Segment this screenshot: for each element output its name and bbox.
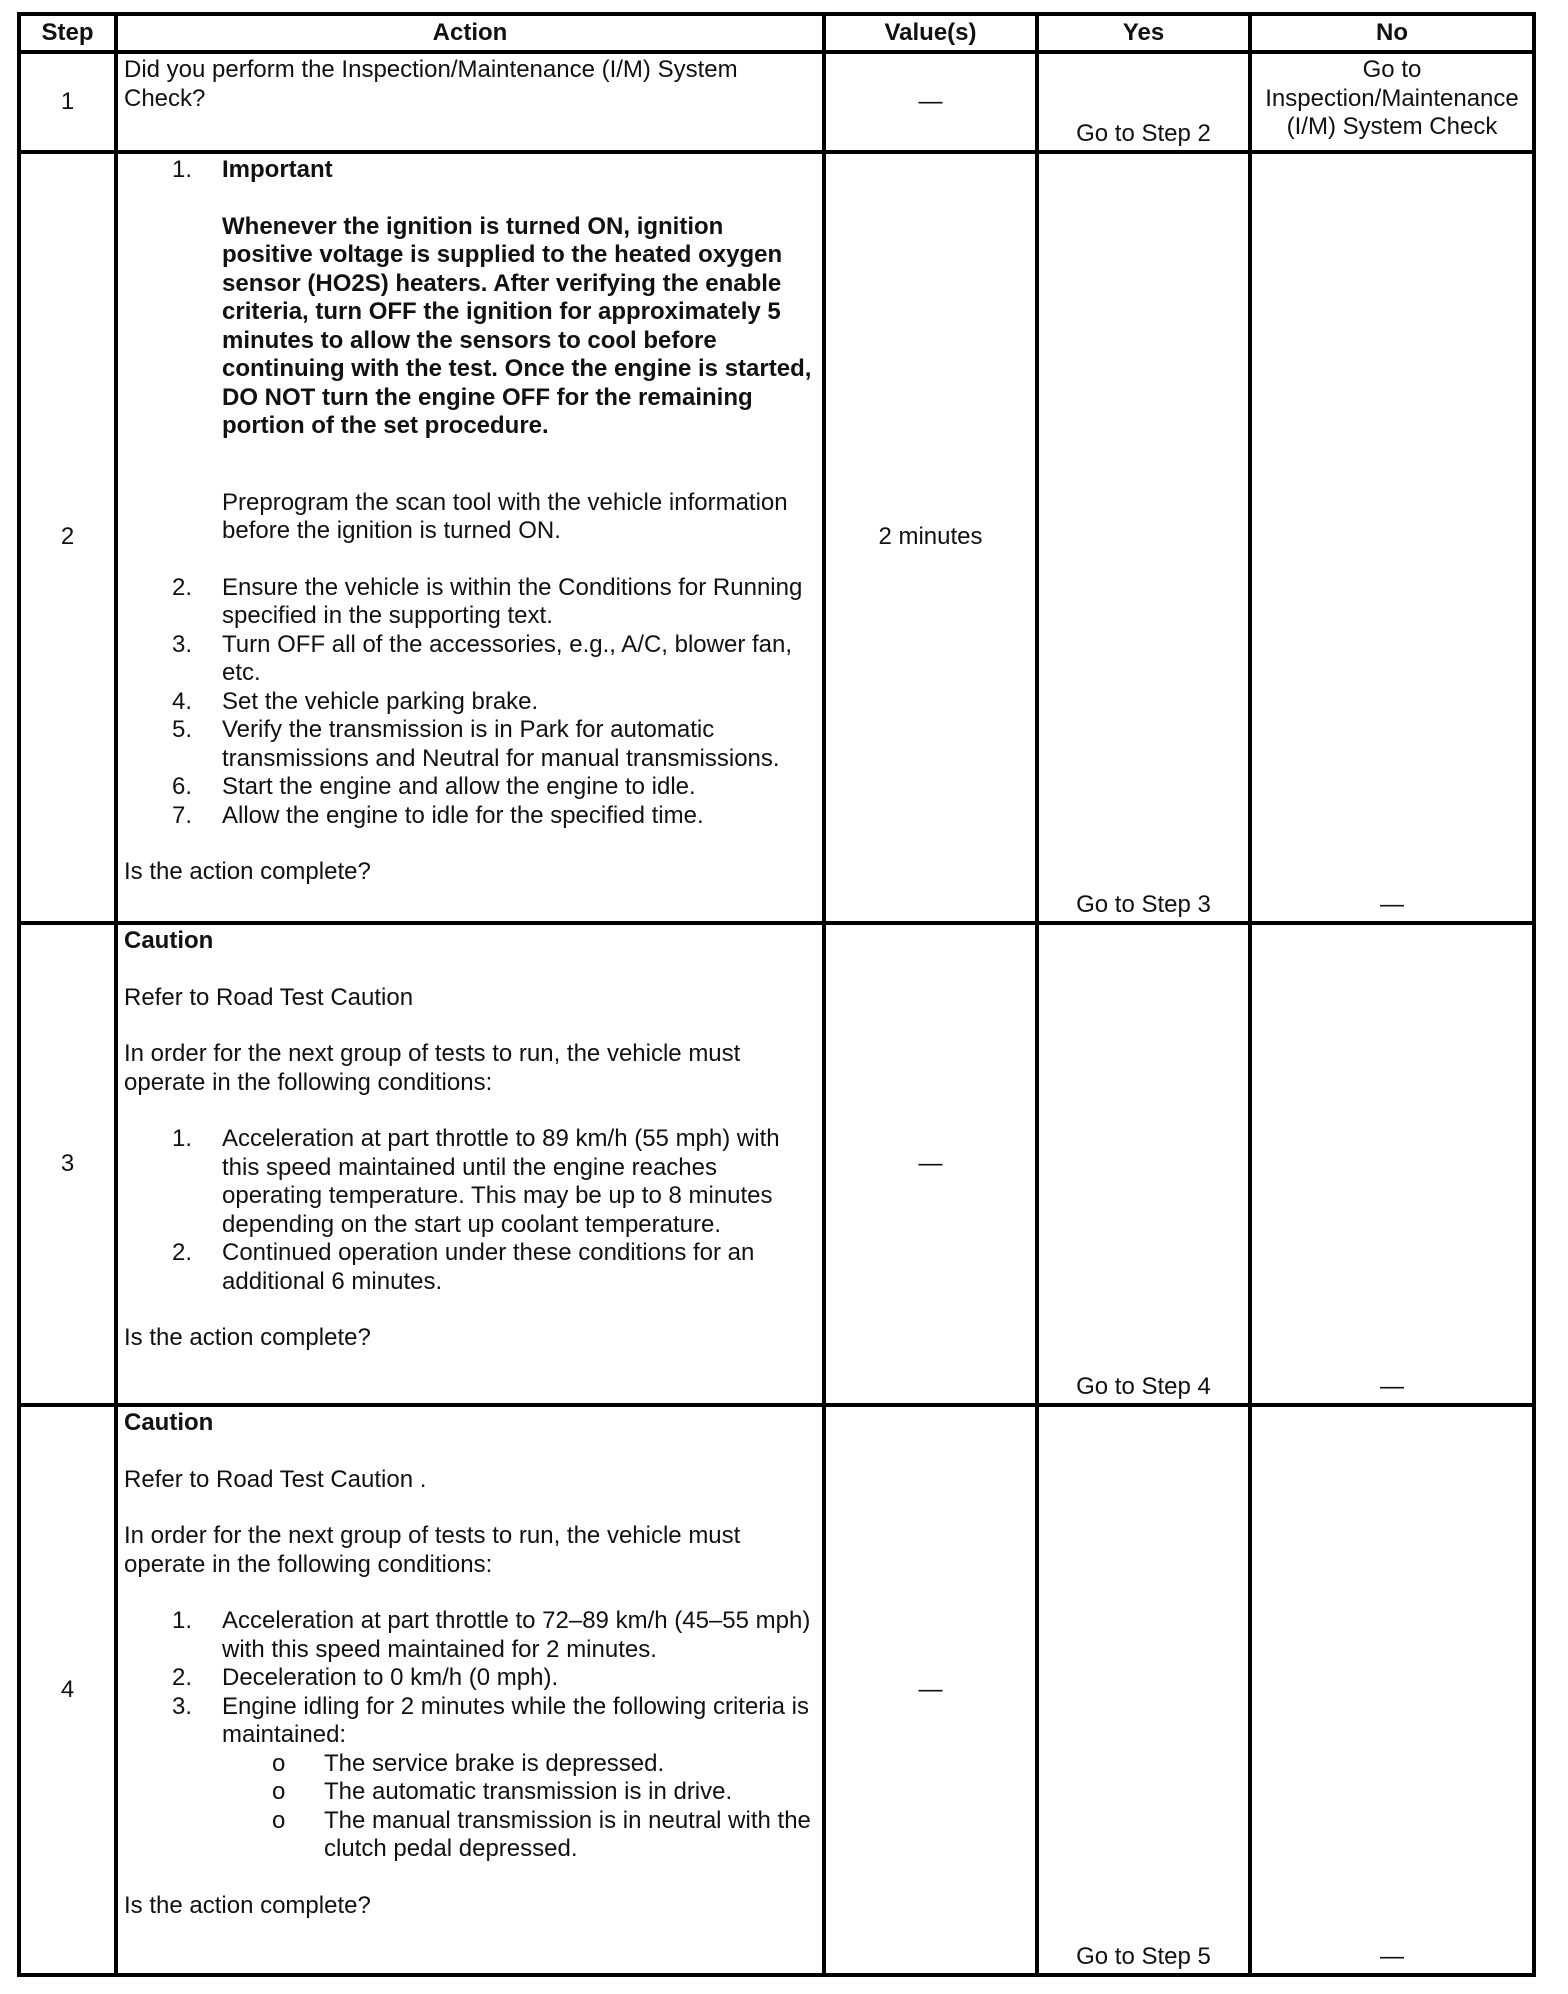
list-number: 3. — [172, 630, 193, 658]
list-text: Turn OFF all of the accessories, e.g., A/C, blower fan, etc. — [222, 630, 793, 686]
yes-link[interactable]: Go to Step 3 — [1037, 152, 1250, 923]
bullet-icon: o — [272, 1806, 286, 1834]
yes-link[interactable]: Go to Step 2 — [1037, 52, 1250, 152]
list-number: 2. — [172, 1664, 193, 1691]
question-text: Is the action complete? — [124, 1324, 371, 1351]
header-row — [19, 14, 1534, 52]
header-action: Action — [116, 14, 824, 52]
intro-text: In order for the next group of tests to run, the vehicle must operate in the following conditions: — [124, 1522, 741, 1578]
important-note: Preprogram the scan tool with the vehicle information before the ignition is turned ON. — [222, 488, 788, 544]
diagnostic-table — [17, 12, 1536, 1977]
list-number: 3. — [172, 1692, 193, 1720]
sub-list-item — [124, 1807, 816, 1864]
list-item — [124, 1664, 816, 1693]
list-number: 4. — [172, 687, 193, 715]
caution-title: Caution — [124, 1409, 214, 1436]
step-number: 2 — [19, 152, 116, 923]
list-number: 5. — [172, 716, 193, 743]
list-item — [124, 802, 816, 831]
value-cell: — — [824, 923, 1037, 1405]
header-values: Value(s) — [824, 14, 1037, 52]
header-yes: Yes — [1037, 14, 1250, 52]
action-text: Did you perform the Inspection/Maintenance (I/M) System Check? — [124, 56, 738, 112]
value-cell: — — [824, 52, 1037, 152]
sub-list-item — [124, 1778, 816, 1807]
list-item — [124, 1607, 816, 1664]
sub-list-item — [124, 1750, 816, 1779]
list-text: Start the engine and allow the engine to idle. — [222, 773, 696, 800]
list-number: 1. — [172, 1125, 193, 1152]
important-title: Important — [222, 156, 333, 183]
sub-list-text: The service brake is depressed. — [324, 1749, 665, 1777]
list-text: Allow the engine to idle for the specified time. — [222, 801, 704, 829]
table-row — [19, 923, 1534, 1405]
list-number: 1. — [172, 156, 193, 183]
table-row — [19, 52, 1534, 152]
list-text: Deceleration to 0 km/h (0 mph). — [222, 1664, 559, 1691]
question-text: Is the action complete? — [124, 858, 371, 885]
list-item — [124, 574, 816, 631]
list-item — [124, 156, 816, 185]
list-number: 2. — [172, 1239, 193, 1266]
table-row — [19, 1405, 1534, 1975]
list-item — [124, 716, 816, 773]
list-text: Set the vehicle parking brake. — [222, 687, 539, 715]
caution-title: Caution — [124, 927, 214, 954]
caution-reference[interactable]: Refer to Road Test Caution — [124, 983, 414, 1011]
list-item — [124, 1693, 816, 1750]
sub-list-text: The manual transmission is in neutral with the clutch pedal depressed. — [324, 1806, 811, 1862]
step-number: 3 — [19, 923, 116, 1405]
step-number: 1 — [19, 52, 116, 152]
no-value: — — [1250, 1405, 1534, 1975]
bullet-icon: o — [272, 1778, 286, 1805]
list-item — [124, 1239, 816, 1296]
bullet-icon: o — [272, 1749, 286, 1777]
no-link[interactable]: Go to Inspection/Maintenance (I/M) System Check — [1250, 52, 1534, 152]
list-text: Acceleration at part throttle to 89 km/h (55 mph) with this speed maintained until the engine reaches operating temperature. This may be up to 8 minutes depending on the start up coolant temperature. — [222, 1125, 780, 1238]
important-warning: Whenever the ignition is turned ON, ignition positive voltage is supplied to the heated oxygen sensor (HO2S) heaters. After verifying the enable criteria, turn OFF the ignition for approximately 5 minutes to allow the sensors to cool before continuing with the test. Once the engine is started, DO NOT turn the engine OFF for the remaining portion of the set procedure. — [222, 212, 812, 439]
list-text: Engine idling for 2 minutes while the following criteria is maintained: — [222, 1692, 809, 1748]
table-row — [19, 152, 1534, 923]
list-item — [124, 1125, 816, 1239]
action-cell — [116, 1405, 824, 1975]
step-number: 4 — [19, 1405, 116, 1975]
caution-reference[interactable]: Refer to Road Test Caution . — [124, 1465, 427, 1493]
list-text: Continued operation under these conditions for an additional 6 minutes. — [222, 1239, 755, 1295]
action-cell — [116, 52, 824, 152]
list-item — [124, 773, 816, 802]
list-item — [124, 631, 816, 688]
value-cell: — — [824, 1405, 1037, 1975]
list-number: 2. — [172, 573, 193, 601]
no-value: — — [1250, 923, 1534, 1405]
header-no: No — [1250, 14, 1534, 52]
action-cell — [116, 923, 824, 1405]
list-text: Acceleration at part throttle to 72–89 km/h (45–55 mph) with this speed maintained for 2 minutes. — [222, 1607, 811, 1663]
intro-text: In order for the next group of tests to run, the vehicle must operate in the following conditions: — [124, 1040, 741, 1096]
list-item — [124, 688, 816, 717]
list-text: Verify the transmission is in Park for automatic transmissions and Neutral for manual transmissions. — [222, 716, 780, 772]
value-cell: 2 minutes — [824, 152, 1037, 923]
action-cell — [116, 152, 824, 923]
yes-link[interactable]: Go to Step 5 — [1037, 1405, 1250, 1975]
question-text: Is the action complete? — [124, 1891, 371, 1919]
yes-link[interactable]: Go to Step 4 — [1037, 923, 1250, 1405]
list-text: Ensure the vehicle is within the Conditions for Running specified in the supporting text. — [222, 573, 803, 629]
list-number: 7. — [172, 801, 193, 829]
sub-list-text: The automatic transmission is in drive. — [324, 1778, 733, 1805]
no-value: — — [1250, 152, 1534, 923]
list-number: 6. — [172, 773, 193, 800]
list-number: 1. — [172, 1607, 193, 1634]
header-step: Step — [19, 14, 116, 52]
